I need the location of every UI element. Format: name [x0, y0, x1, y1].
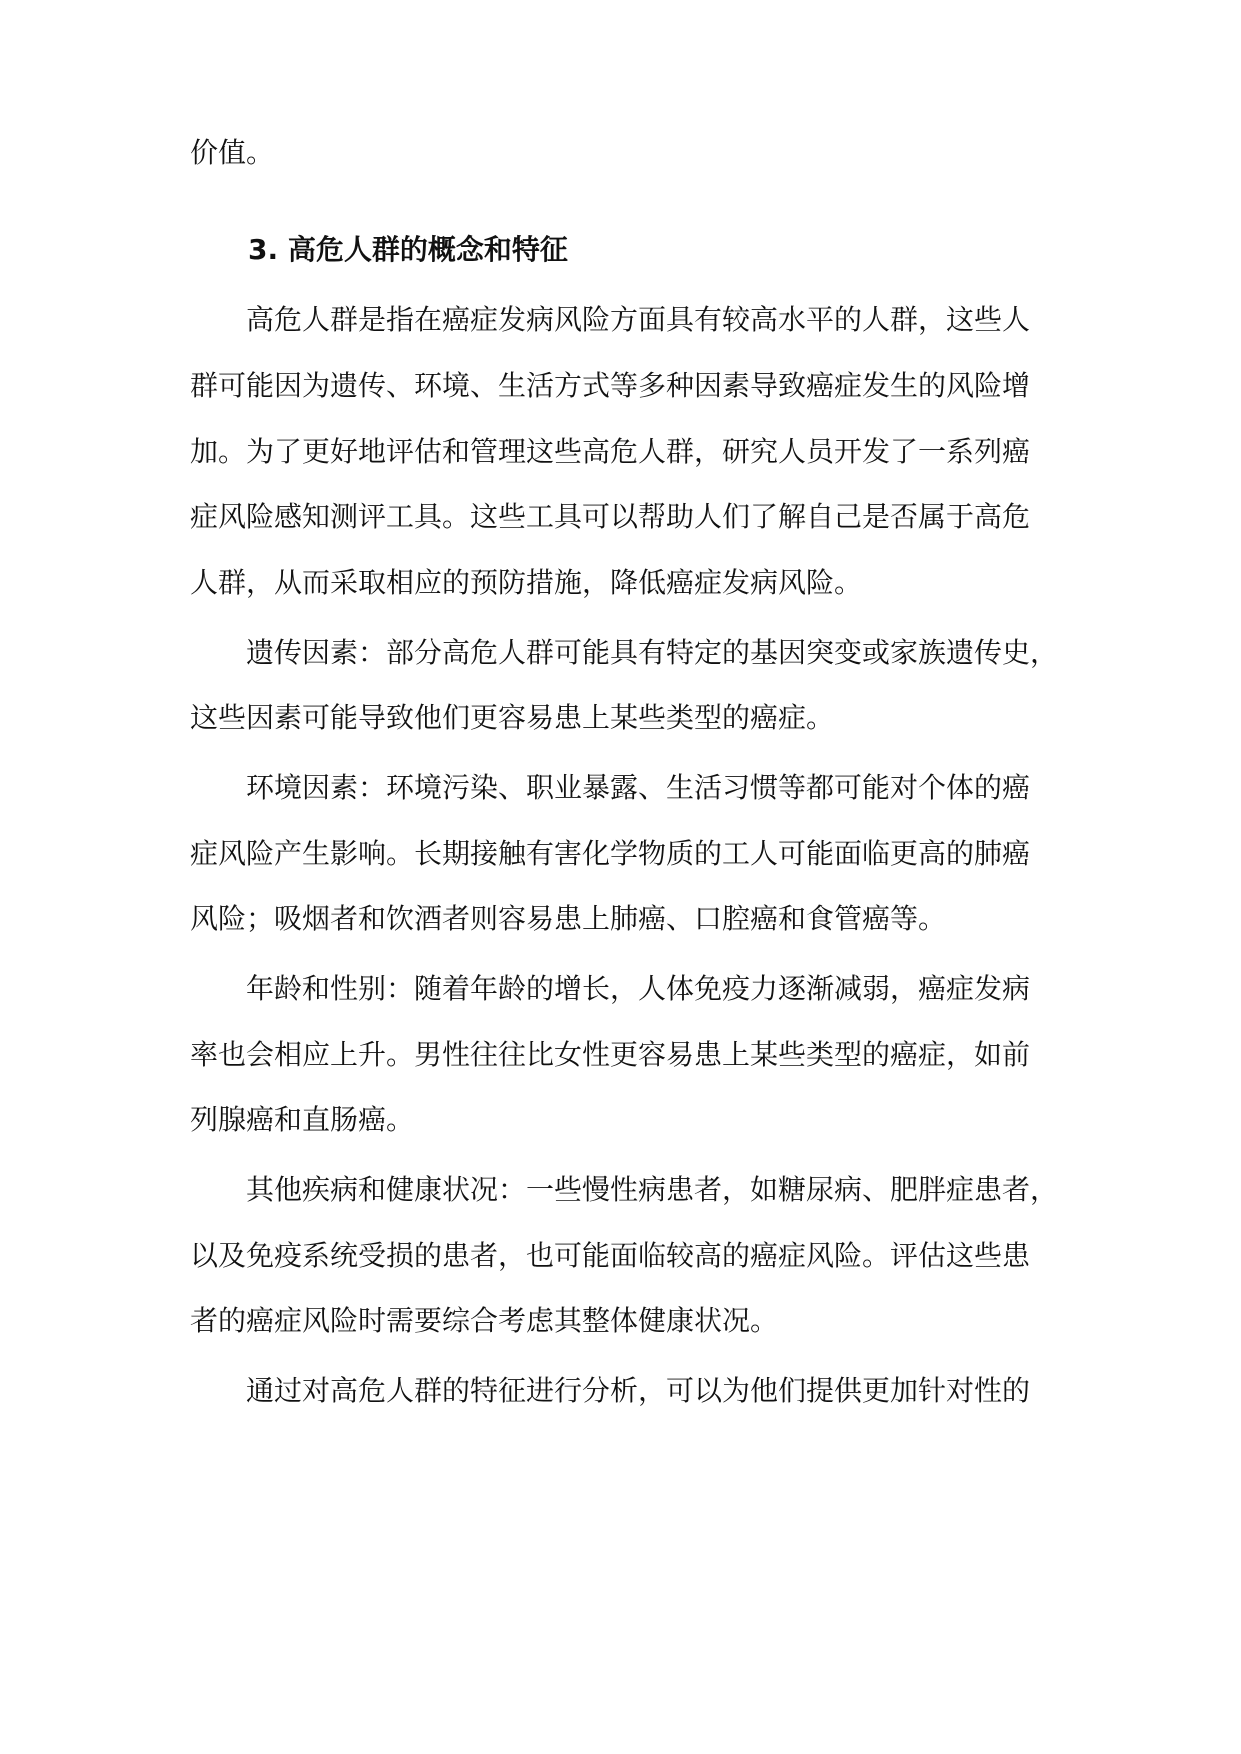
text-line: 遗传因素：部分高危人群可能具有特定的基因突变或家族遗传史， [190, 636, 1059, 669]
text-line: 环境因素：环境污染、职业暴露、生活习惯等都可能对个体的癌 [190, 771, 1031, 804]
section-heading: 3. 高危人群的概念和特征 [248, 233, 568, 266]
text-line: 这些因素可能导致他们更容易患上某些类型的癌症。 [190, 701, 835, 734]
text-line: 者的癌症风险时需要综合考虑其整体健康状况。 [190, 1304, 779, 1337]
text-line: 率也会相应上升。男性往往比女性更容易患上某些类型的癌症，如前 [190, 1038, 1031, 1071]
text-line: 以及免疫系统受损的患者，也可能面临较高的癌症风险。评估这些患 [190, 1239, 1031, 1272]
text-line: 列腺癌和直肠癌。 [190, 1103, 415, 1136]
text-line: 人群，从而采取相应的预防措施，降低癌症发病风险。 [190, 566, 863, 599]
text-line: 症风险感知测评工具。这些工具可以帮助人们了解自己是否属于高危 [190, 500, 1031, 533]
text-line: 年龄和性别：随着年龄的增长，人体免疫力逐渐减弱，癌症发病 [190, 972, 1031, 1005]
text-line: 高危人群是指在癌症发病风险方面具有较高水平的人群，这些人 [190, 303, 1031, 336]
text-line: 加。为了更好地评估和管理这些高危人群，研究人员开发了一系列癌 [190, 435, 1031, 468]
text-line: 其他疾病和健康状况：一些慢性病患者，如糖尿病、肥胖症患者， [190, 1173, 1059, 1206]
text-line: 价值。 [190, 136, 275, 169]
text-line: 通过对高危人群的特征进行分析，可以为他们提供更加针对性的 [190, 1374, 1031, 1407]
text-line: 群可能因为遗传、环境、生活方式等多种因素导致癌症发生的风险增 [190, 369, 1031, 402]
text-line: 症风险产生影响。长期接触有害化学物质的工人可能面临更高的肺癌 [190, 837, 1031, 870]
text-line: 风险；吸烟者和饮酒者则容易患上肺癌、口腔癌和食管癌等。 [190, 902, 947, 935]
